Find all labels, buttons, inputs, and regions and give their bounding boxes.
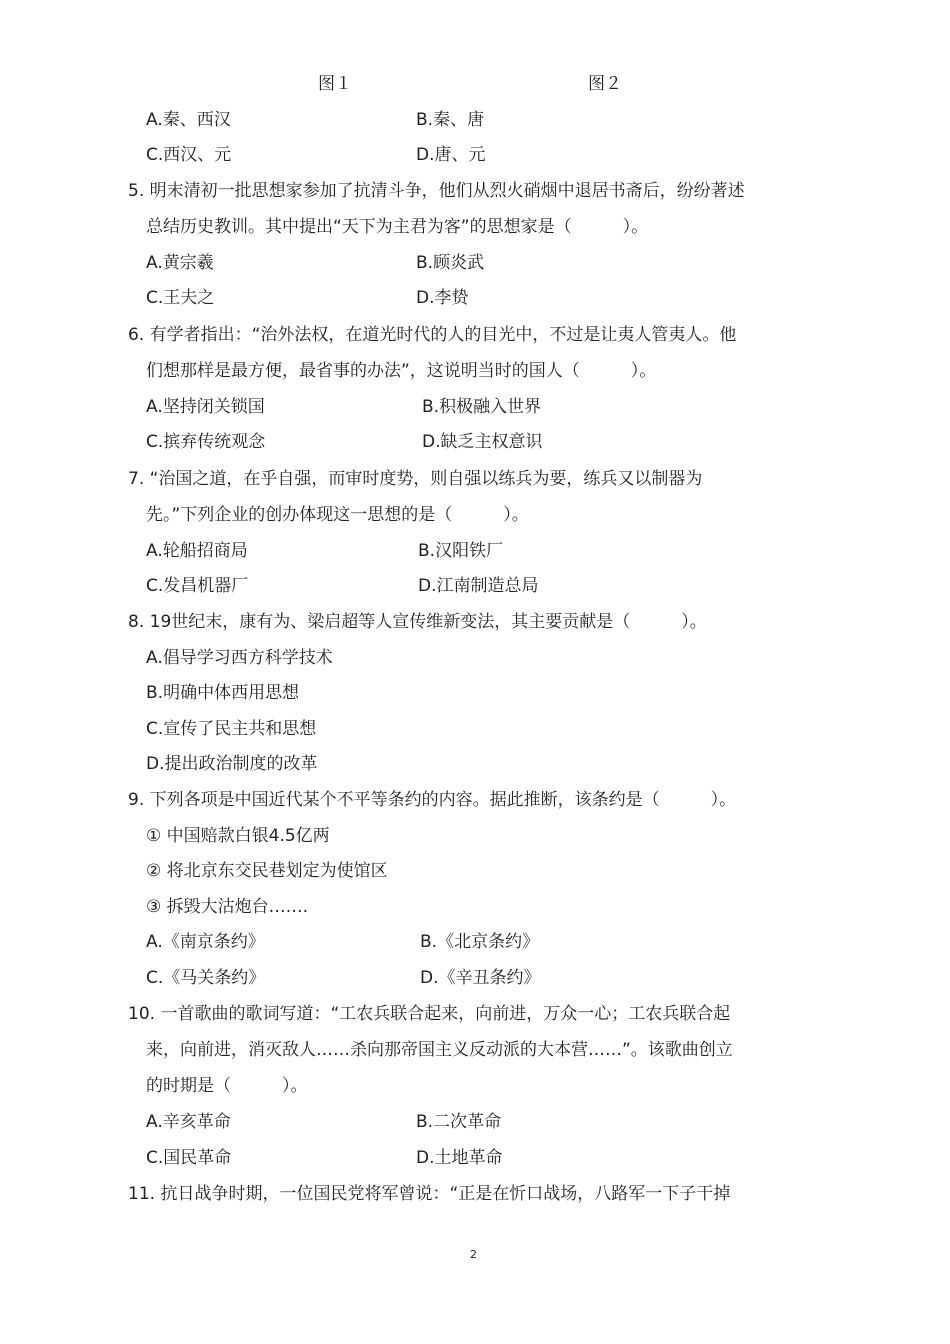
- q9-option-b: B.《北京条约》: [420, 932, 540, 952]
- q7-option-c: C.发昌机器厂: [146, 576, 249, 596]
- q6-option-a: A.坚持闭关锁国: [146, 397, 265, 417]
- q6-option-b: B.积极融入世界: [422, 397, 542, 417]
- q7-option-d: D.江南制造总局: [418, 576, 539, 596]
- q10-stem-line-1: 10. 一首歌曲的歌词写道：“工农兵联合起来，向前进，万众一心；工农兵联合起: [128, 1004, 731, 1024]
- q10-option-c: C.国民革命: [146, 1148, 232, 1168]
- q8-option-c: C.宣传了民主共和思想: [146, 719, 317, 739]
- q9-item-2: ② 将北京东交民巷划定为使馆区: [146, 861, 388, 881]
- q10-option-a: A.辛亥革命: [146, 1112, 231, 1132]
- q10-stem-line-3: 的时期是（ ）。: [146, 1076, 308, 1096]
- q7-option-a: A.轮船招商局: [146, 541, 248, 561]
- page-number: 2: [470, 1248, 477, 1261]
- q5-stem-line-2: 总结历史教训。其中提出“天下为主君为客”的思想家是（ ）。: [146, 217, 649, 237]
- figure-label-1: 图１: [318, 74, 352, 94]
- q9-option-c: C.《马关条约》: [146, 968, 266, 988]
- q9-option-a: A.《南京条约》: [146, 932, 265, 952]
- q8-option-d: D.提出政治制度的改革: [146, 754, 318, 774]
- q11-stem-line-1: 11. 抗日战争时期，一位国民党将军曾说：“正是在忻口战场，八路军一下子干掉: [128, 1184, 731, 1204]
- q8-option-a: A.倡导学习西方科学技术: [146, 648, 333, 668]
- q5-option-a: A.黄宗羲: [146, 253, 214, 273]
- q6-stem-line-1: 6. 有学者指出：“治外法权，在道光时代的人的目光中，不过是让夷人管夷人。他: [128, 325, 737, 345]
- q6-option-c: C.摈弃传统观念: [146, 432, 266, 452]
- q7-stem-line-1: 7. “治国之道，在乎自强，而审时度势，则自强以练兵为要，练兵又以制器为: [128, 469, 703, 489]
- q10-option-b: B.二次革命: [416, 1112, 502, 1132]
- figure-label-2: 图２: [588, 74, 622, 94]
- q5-option-d: D.李贽: [416, 288, 469, 308]
- q9-item-1: ① 中国赔款白银4.5亿两: [146, 826, 330, 846]
- q4-option-c: C.西汉、元: [146, 145, 232, 165]
- q7-stem-line-2: 先。”下列企业的创办体现这一思想的是（ ）。: [146, 505, 529, 525]
- q4-option-b: B.秦、唐: [416, 110, 485, 130]
- q8-option-b: B.明确中体西用思想: [146, 683, 300, 703]
- q4-option-a: A.秦、西汉: [146, 110, 231, 130]
- q10-stem-line-2: 来，向前进，消灭敌人……杀向那帝国主义反动派的大本营……”。该歌曲创立: [146, 1040, 733, 1060]
- q4-option-d: D.唐、元: [416, 145, 486, 165]
- q9-item-3: ③ 拆毁大沽炮台…….: [146, 897, 309, 917]
- q9-option-d: D.《辛丑条约》: [420, 968, 541, 988]
- q8-stem-line-1: 8. 19世纪末，康有为、梁启超等人宣传维新变法，其主要贡献是（ ）。: [128, 612, 707, 632]
- q5-option-c: C.王夫之: [146, 288, 215, 308]
- q9-stem-line-1: 9. 下列各项是中国近代某个不平等条约的内容。据此推断，该条约是（ ）。: [128, 790, 737, 810]
- q7-option-b: B.汉阳铁厂: [418, 541, 504, 561]
- q6-stem-line-2: 们想那样是最方便，最省事的办法”，这说明当时的国人（ ）。: [146, 361, 657, 381]
- q6-option-d: D.缺乏主权意识: [422, 432, 543, 452]
- q10-option-d: D.土地革命: [416, 1148, 503, 1168]
- q5-option-b: B.顾炎武: [416, 253, 485, 273]
- q5-stem-line-1: 5. 明末清初一批思想家参加了抗清斗争，他们从烈火硝烟中退居书斋后，纷纷著述: [128, 181, 745, 201]
